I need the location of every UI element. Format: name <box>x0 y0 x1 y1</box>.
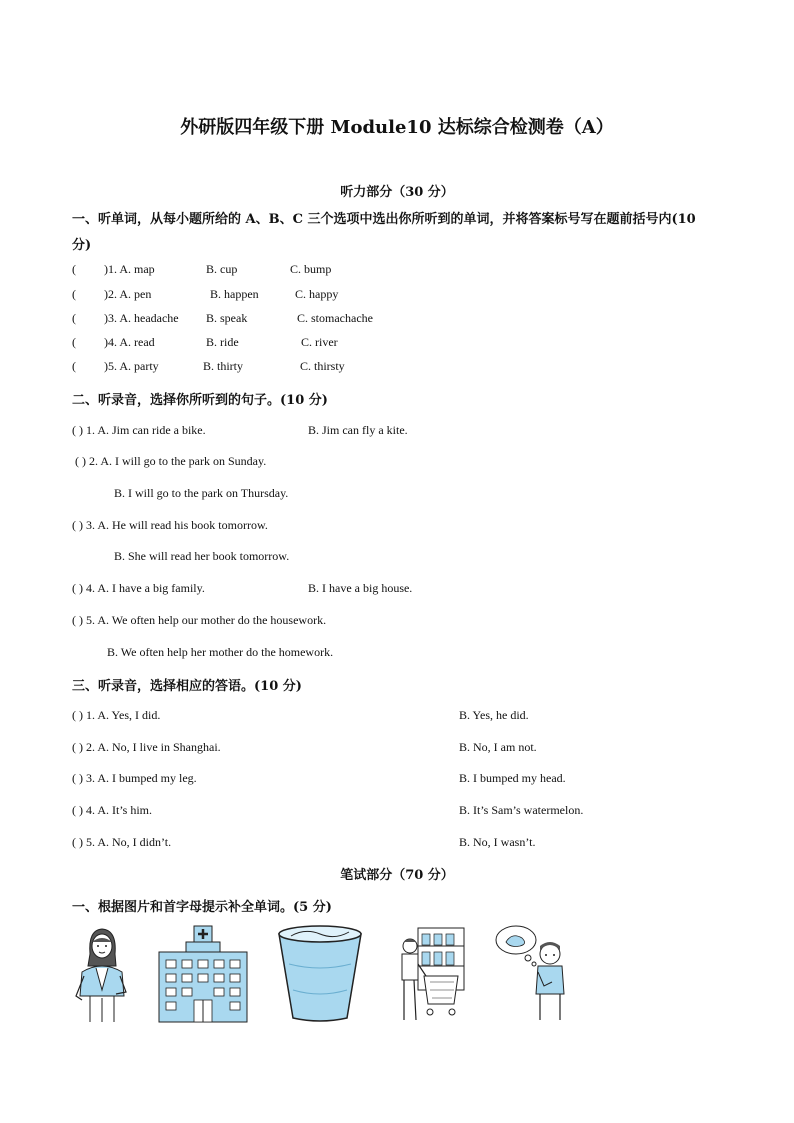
option-b: B. speak <box>206 311 248 325</box>
list-item: )1. A. map <box>104 262 155 276</box>
option-b: B. No, I am not. <box>459 740 537 754</box>
hospital-picture <box>156 924 250 1024</box>
list-item: ( ) 5. A. No, I didn’t. <box>72 835 172 849</box>
option-c: C. thirsty <box>300 359 345 373</box>
option-b: B. ride <box>206 335 239 349</box>
writing-heading: 笔试部分（70 分） <box>340 868 454 883</box>
list-item: )3. A. headache <box>104 311 179 325</box>
option-b: B. thirty <box>203 359 244 373</box>
part3-instruction: 三、听录音，选择相应的答语。(10 分) <box>72 679 302 694</box>
shopping-picture <box>396 924 466 1024</box>
part2-instruction: 二、听录音，选择你所听到的句子。(10 分) <box>72 393 328 408</box>
list-item: ( ) 1. A. Jim can ride a bike. <box>72 423 206 437</box>
glass-of-water-picture <box>275 924 365 1024</box>
thinking-boy-picture <box>494 924 574 1024</box>
list-item: )4. A. read <box>104 335 155 349</box>
paren: ( <box>72 335 76 349</box>
list-item: ( ) 5. A. We often help our mother do the housework. <box>72 613 327 627</box>
option-b: B. She will read her book tomorrow. <box>114 549 290 563</box>
writing-part1-instruction: 一、根据图片和首字母提示补全单词。(5 分) <box>72 900 332 915</box>
paren: ( <box>72 311 76 325</box>
option-b: B. I bumped my head. <box>459 771 566 785</box>
part1-instruction-cont: 分) <box>72 238 92 253</box>
option-c: C. river <box>301 335 338 349</box>
option-b: B. We often help her mother do the homework. <box>107 645 334 659</box>
listening-heading: 听力部分（30 分） <box>340 185 454 200</box>
list-item: ( ) 3. A. He will read his book tomorrow. <box>72 518 268 532</box>
part1-instruction: 一、听单词，从每小题所给的 A、B、C 三个选项中选出你所听到的单词，并将答案标号写在题前括号内(10 <box>72 212 696 227</box>
list-item: ( ) 1. A. Yes, I did. <box>72 708 161 722</box>
list-item: ( ) 4. A. It’s him. <box>72 803 152 817</box>
list-item: )2. A. pen <box>104 287 152 301</box>
option-b: B. Jim can fly a kite. <box>308 423 408 437</box>
option-b: B. It’s Sam’s watermelon. <box>459 803 584 817</box>
list-item: ( ) 4. A. I have a big family. <box>72 581 205 595</box>
paren: ( <box>72 287 76 301</box>
option-c: C. bump <box>290 262 332 276</box>
list-item: ( ) 2. A. No, I live in Shanghai. <box>72 740 221 754</box>
option-c: C. happy <box>295 287 339 301</box>
option-c: C. stomachache <box>297 311 373 325</box>
list-item: ( ) 2. A. I will go to the park on Sunday. <box>75 454 267 468</box>
paren: ( <box>72 262 76 276</box>
paren: ( <box>72 359 76 373</box>
option-b: B. cup <box>206 262 238 276</box>
girl-cold-picture <box>72 924 132 1024</box>
option-b: B. Yes, he did. <box>459 708 529 722</box>
list-item: )5. A. party <box>104 359 159 373</box>
option-b: B. I have a big house. <box>308 581 413 595</box>
list-item: ( ) 3. A. I bumped my leg. <box>72 771 197 785</box>
option-b: B. happen <box>210 287 259 301</box>
option-b: B. I will go to the park on Thursday. <box>114 486 289 500</box>
page-title: 外研版四年级下册 Module10 达标综合检测卷（A） <box>180 117 614 138</box>
option-b: B. No, I wasn’t. <box>459 835 536 849</box>
